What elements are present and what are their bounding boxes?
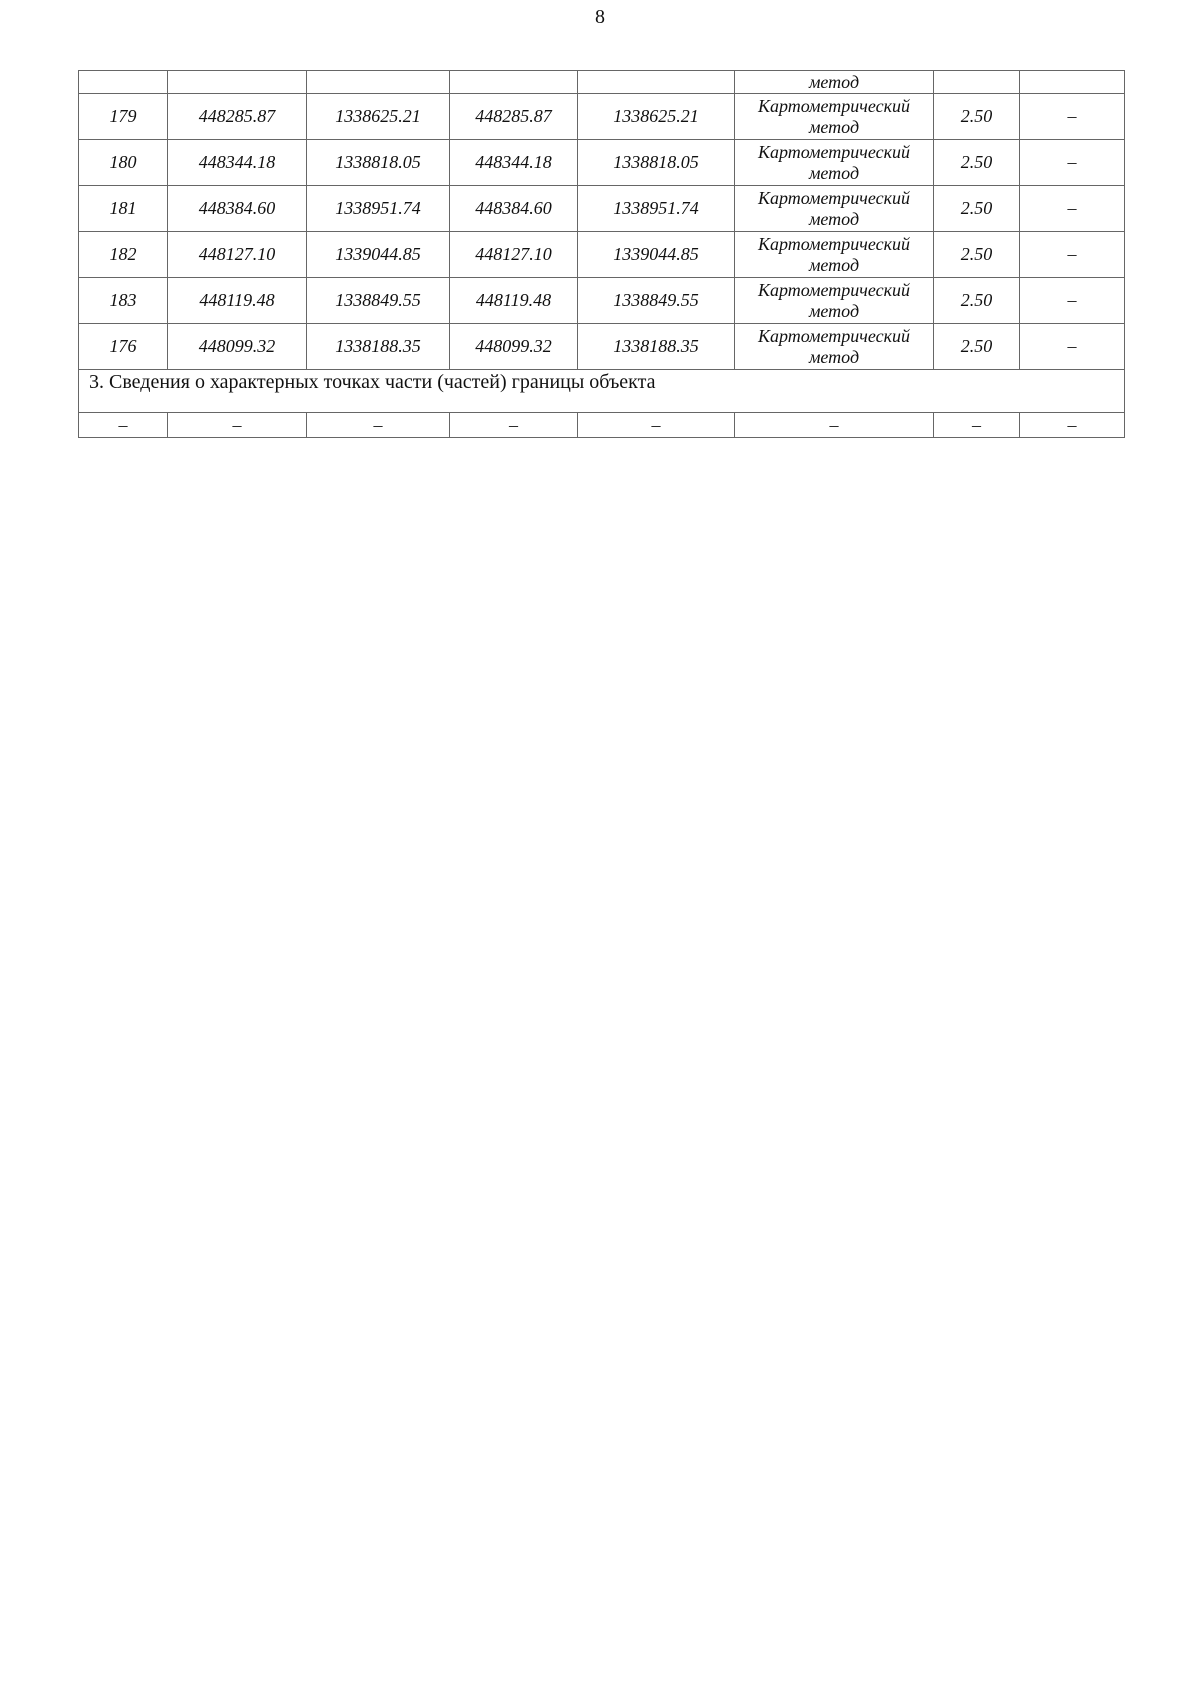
- boundary-points-table: [78, 70, 1125, 438]
- existing-y-cell: 1339044.85: [307, 232, 450, 278]
- table-row: [79, 94, 1125, 140]
- table-cell: –: [450, 413, 578, 438]
- accuracy-cell: 2.50: [934, 186, 1020, 232]
- point-number-cell: 183: [79, 278, 168, 324]
- description-cell: –: [1020, 186, 1125, 232]
- table-row: [79, 140, 1125, 186]
- method-cell: Картометрический метод: [735, 324, 934, 370]
- existing-x-cell: 448119.48: [168, 278, 307, 324]
- new-x-cell: 448127.10: [450, 232, 578, 278]
- new-y-cell: 1338188.35: [578, 324, 735, 370]
- table-cell: [1020, 71, 1125, 94]
- description-cell: –: [1020, 232, 1125, 278]
- new-y-cell: 1338818.05: [578, 140, 735, 186]
- table-row: [79, 186, 1125, 232]
- table-cell: [578, 71, 735, 94]
- existing-x-cell: 448099.32: [168, 324, 307, 370]
- description-cell: –: [1020, 94, 1125, 140]
- table-row: [79, 278, 1125, 324]
- table-cell: [450, 71, 578, 94]
- method-cell: Картометрический метод: [735, 94, 934, 140]
- table-cell: [79, 71, 168, 94]
- description-cell: –: [1020, 140, 1125, 186]
- existing-y-cell: 1338951.74: [307, 186, 450, 232]
- accuracy-cell: 2.50: [934, 324, 1020, 370]
- description-cell: –: [1020, 278, 1125, 324]
- table-row-continuation: [79, 71, 1125, 94]
- existing-x-cell: 448344.18: [168, 140, 307, 186]
- table-cell: [934, 71, 1020, 94]
- new-y-cell: 1338951.74: [578, 186, 735, 232]
- method-cell: Картометрический метод: [735, 232, 934, 278]
- accuracy-cell: 2.50: [934, 232, 1020, 278]
- existing-y-cell: 1338818.05: [307, 140, 450, 186]
- table-cell: [168, 71, 307, 94]
- description-cell: –: [1020, 324, 1125, 370]
- table-cell: –: [578, 413, 735, 438]
- table-cell: –: [79, 413, 168, 438]
- table-cell: –: [735, 413, 934, 438]
- accuracy-cell: 2.50: [934, 278, 1020, 324]
- page-number: 8: [595, 6, 605, 28]
- point-number-cell: 181: [79, 186, 168, 232]
- new-x-cell: 448384.60: [450, 186, 578, 232]
- new-x-cell: 448344.18: [450, 140, 578, 186]
- existing-x-cell: 448127.10: [168, 232, 307, 278]
- existing-y-cell: 1338625.21: [307, 94, 450, 140]
- new-y-cell: 1338625.21: [578, 94, 735, 140]
- method-cell: Картометрический метод: [735, 278, 934, 324]
- table-row: [79, 324, 1125, 370]
- point-number-cell: 180: [79, 140, 168, 186]
- new-y-cell: 1339044.85: [578, 232, 735, 278]
- section-title: 3. Сведения о характерных точках части (частей) границы объекта: [79, 370, 1125, 413]
- accuracy-cell: 2.50: [934, 140, 1020, 186]
- table-cell: [307, 71, 450, 94]
- existing-x-cell: 448285.87: [168, 94, 307, 140]
- section-header-row: [79, 370, 1125, 413]
- accuracy-cell: 2.50: [934, 94, 1020, 140]
- new-x-cell: 448099.32: [450, 324, 578, 370]
- table-cell: –: [307, 413, 450, 438]
- table-cell: –: [934, 413, 1020, 438]
- existing-y-cell: 1338849.55: [307, 278, 450, 324]
- method-cell: Картометрический метод: [735, 186, 934, 232]
- table-cell: –: [1020, 413, 1125, 438]
- table-cell: –: [168, 413, 307, 438]
- method-cell: метод: [735, 71, 934, 94]
- existing-y-cell: 1338188.35: [307, 324, 450, 370]
- new-x-cell: 448285.87: [450, 94, 578, 140]
- existing-x-cell: 448384.60: [168, 186, 307, 232]
- new-x-cell: 448119.48: [450, 278, 578, 324]
- point-number-cell: 182: [79, 232, 168, 278]
- point-number-cell: 176: [79, 324, 168, 370]
- new-y-cell: 1338849.55: [578, 278, 735, 324]
- table-row-empty: [79, 413, 1125, 438]
- method-cell: Картометрический метод: [735, 140, 934, 186]
- point-number-cell: 179: [79, 94, 168, 140]
- table-row: [79, 232, 1125, 278]
